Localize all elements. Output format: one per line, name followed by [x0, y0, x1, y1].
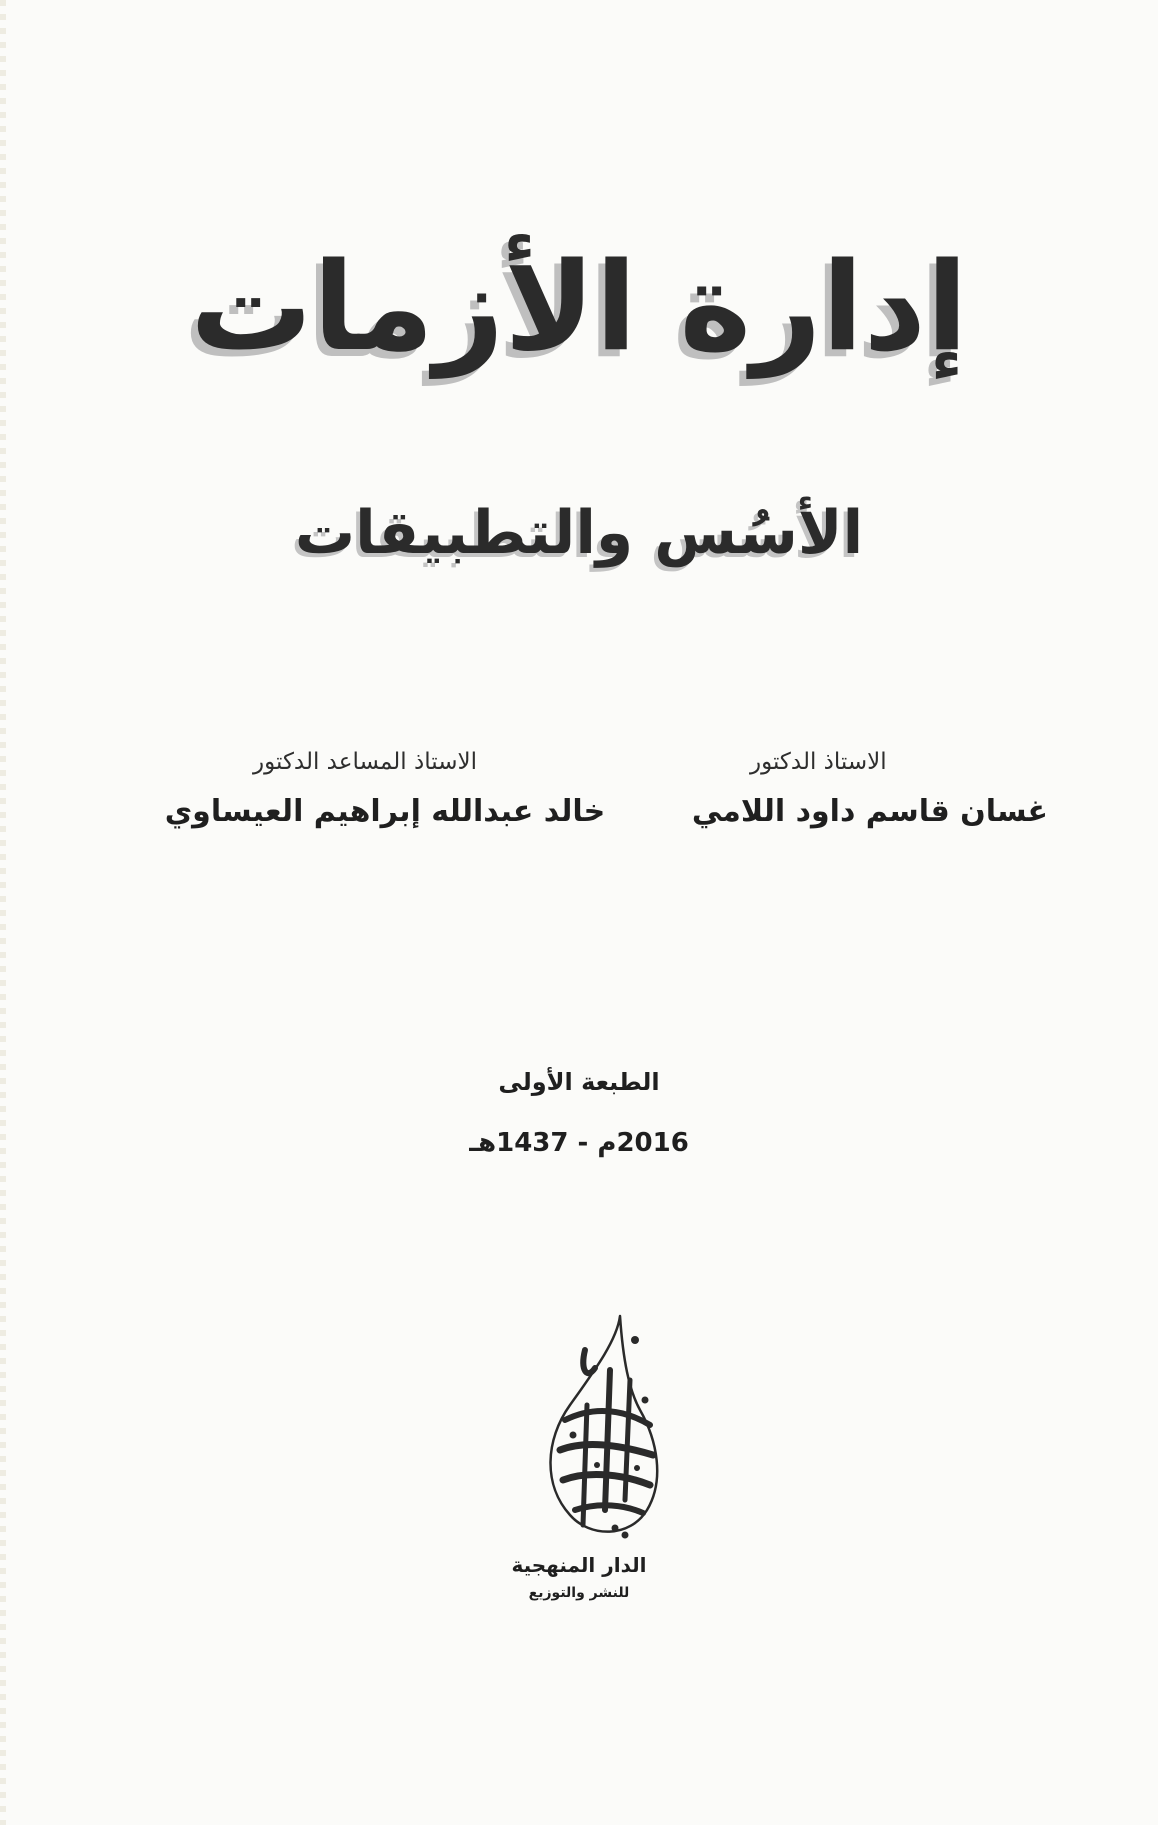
- author-primary: [690, 748, 1050, 831]
- author-secondary-role: الاستاذ المساعد الدكتور: [253, 749, 477, 775]
- publisher-logo: [525, 1310, 675, 1550]
- publisher-tagline: للنشر والتوزيع: [528, 1585, 630, 1601]
- book-subtitle: الأسُس والتطبيقات: [294, 498, 864, 568]
- author-secondary-name: خالد عبدالله إبراهيم العيساوي: [164, 793, 606, 829]
- author-primary-role: الاستاذ الدكتور: [750, 749, 887, 775]
- book-title: إدارة الأزمات: [190, 236, 968, 378]
- publisher-name: الدار المنهجية: [511, 1553, 647, 1577]
- edition-date: 2016م - 1437هـ: [469, 1128, 689, 1158]
- author-secondary: [140, 748, 630, 831]
- author-primary-name: غسان قاسم داود اللامي: [691, 793, 1049, 829]
- edition-label: الطبعة الأولى: [498, 1068, 660, 1096]
